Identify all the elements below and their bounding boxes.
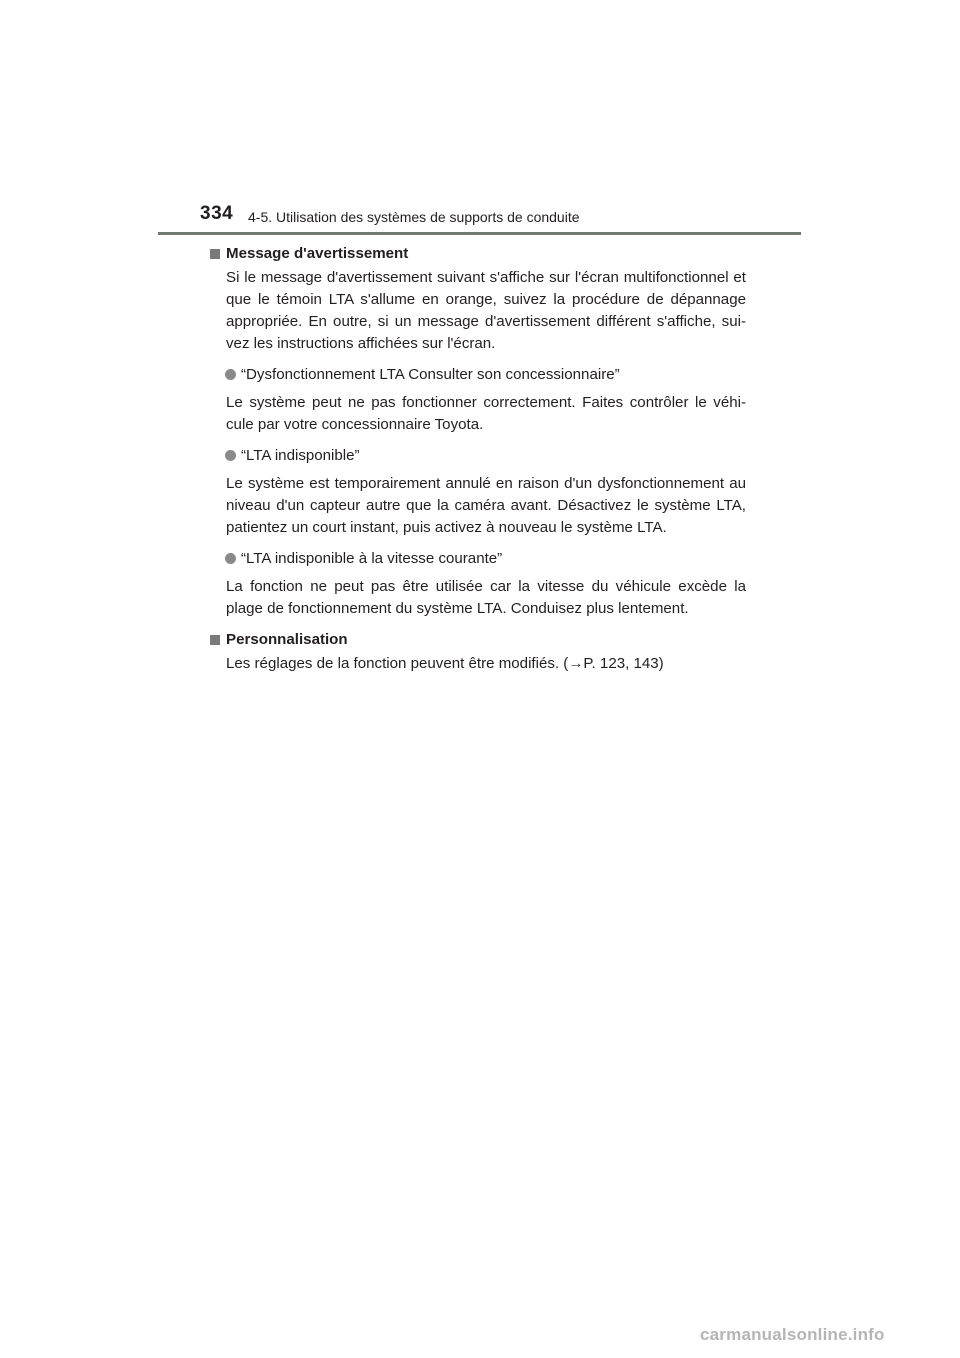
- list-item: [210, 445, 746, 467]
- list-item: [210, 364, 746, 386]
- warning-message-description: Le système peut ne pas fonctionner correctement. Faites contrôler le véhi-cule par votre concessionnaire Toyota.: [226, 394, 746, 433]
- header-rule: [158, 232, 801, 235]
- square-bullet-icon: [210, 249, 220, 259]
- list-item: [210, 548, 746, 570]
- section-intro: Si le message d'avertissement suivant s'affiche sur l'écran multifonctionnel et que le témoin LTA s'allume en orange, suivez la procédure de dépannage appropriée. En outre, si un message d'avertissement différent s'affiche, sui-vez les instructions affichées sur l'écran.: [226, 269, 746, 352]
- page-content: [210, 243, 746, 684]
- circle-bullet-icon: [225, 369, 236, 380]
- warning-message-description: La fonction ne peut pas être utilisée car la vitesse du véhicule excède la plage de fonctionnement du système LTA. Conduisez plus lentement.: [226, 578, 746, 617]
- section-heading-text: Message d'avertissement: [226, 245, 409, 262]
- section-heading-warning: [210, 243, 746, 265]
- warning-message-description: Le système est temporairement annulé en raison d'un dysfonctionnement au niveau d'un capteur autre que la caméra avant. Désactivez le système LTA, patientez un court instant, puis activez à nouveau le système LTA.: [226, 475, 746, 536]
- square-bullet-icon: [210, 635, 220, 645]
- footer-watermark: carmanualsonline.info: [700, 1325, 885, 1344]
- circle-bullet-icon: [225, 450, 236, 461]
- warning-message-label: “LTA indisponible”: [241, 447, 360, 464]
- warning-message-label: “LTA indisponible à la vitesse courante”: [241, 550, 503, 567]
- section-title: 4-5. Utilisation des systèmes de supports de conduite: [248, 209, 580, 225]
- warning-message-label: “Dysfonctionnement LTA Consulter son concessionnaire”: [241, 366, 620, 383]
- page-number: 334: [200, 203, 234, 224]
- section-heading-customization: [210, 629, 746, 651]
- circle-bullet-icon: [225, 553, 236, 564]
- section-heading-text: Personnalisation: [226, 631, 348, 648]
- section-intro: Les réglages de la fonction peuvent être modifiés. (→P. 123, 143): [226, 655, 664, 672]
